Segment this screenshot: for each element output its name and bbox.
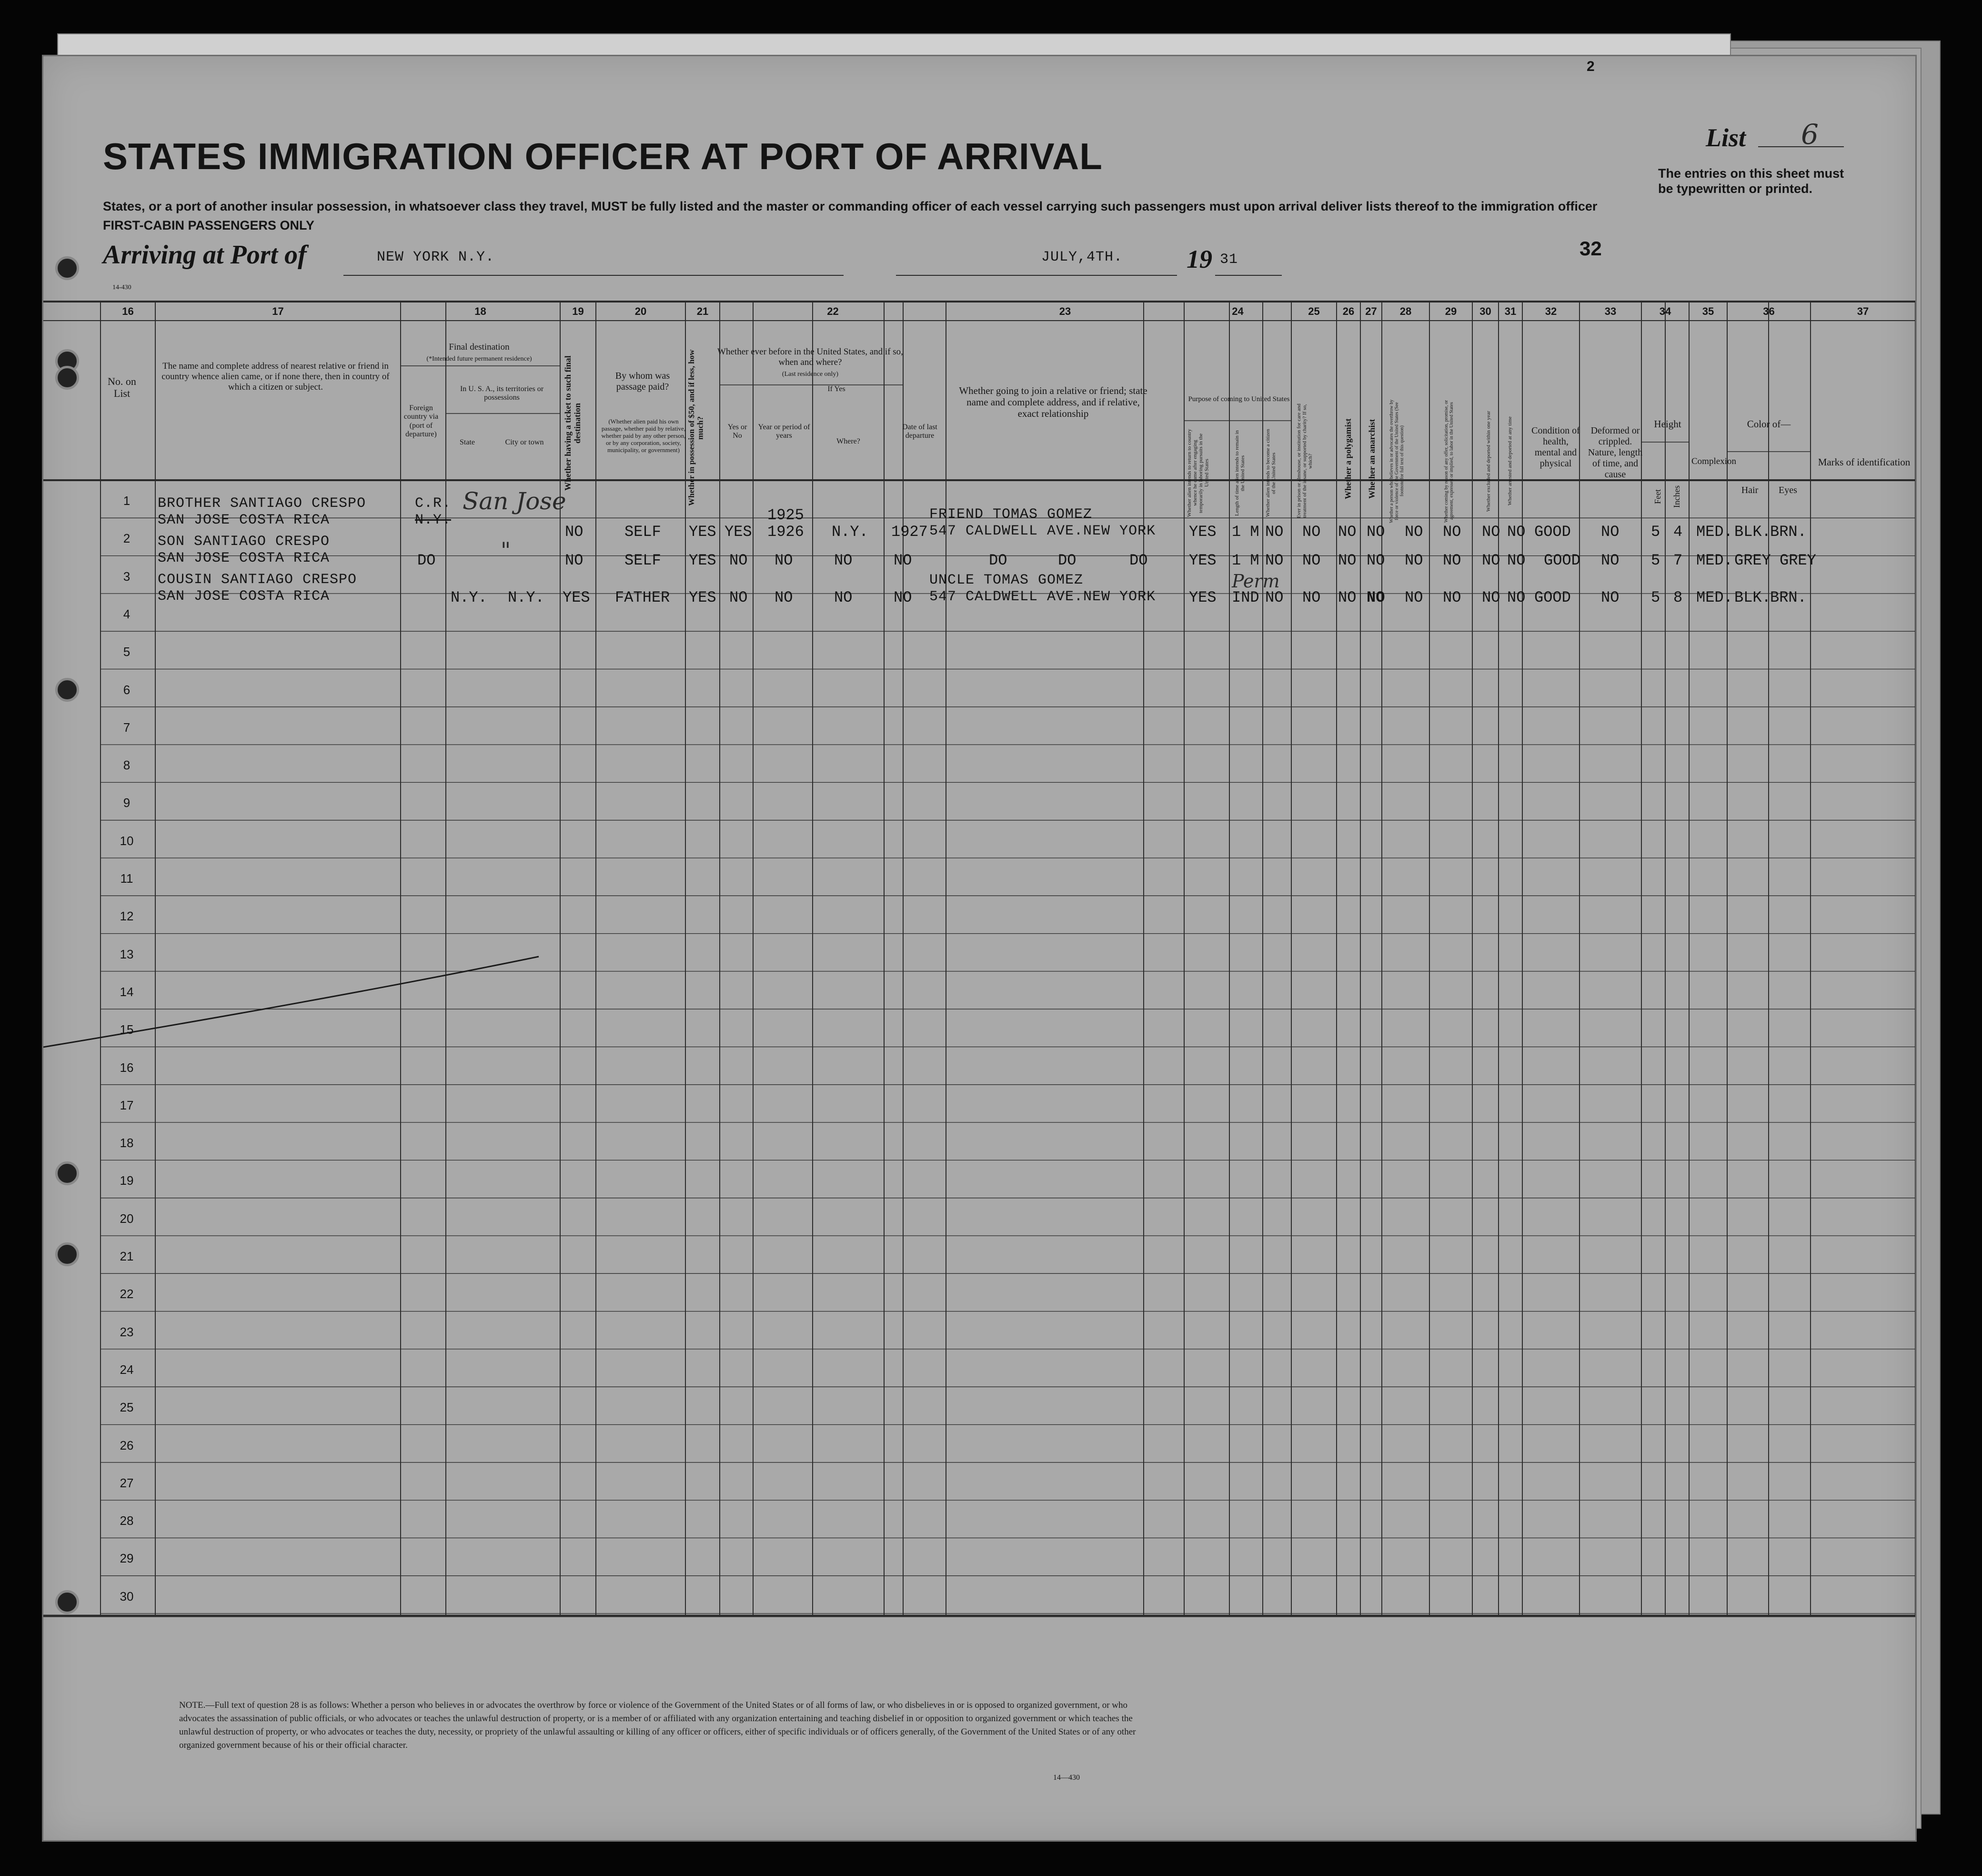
row-number: 1 [123, 494, 131, 508]
row-number: 8 [123, 758, 131, 773]
header-state: State [460, 438, 475, 446]
header-stay-length: Length of time alien intends to remain in the United States [1234, 430, 1246, 516]
ruled-grid [43, 56, 1915, 1840]
citizen-handwritten: Perm [1232, 571, 1280, 592]
header-citizen-intent: Whether alien intends to become a citizen of the United States [1265, 429, 1277, 517]
header-hair: Hair [1741, 485, 1759, 495]
last-departure: NO [894, 589, 912, 606]
eyes: BRN. [1770, 523, 1807, 541]
row-number: 25 [120, 1400, 134, 1415]
header-final-destination: Final destination [449, 342, 510, 352]
has-fifty: YES [689, 589, 716, 606]
years-b: 1926 [767, 523, 804, 541]
relative-line-1: BROTHER SANTIAGO CRESPO [158, 495, 366, 512]
list-label: List [1706, 123, 1746, 152]
where: NO [834, 552, 853, 569]
column-number: 17 [272, 305, 284, 317]
header-final-destination-note: (*Intended future permanent residence) [426, 355, 532, 363]
last-departure: 1927 [891, 523, 928, 541]
row-number: 6 [123, 682, 131, 697]
header-join-relative: Whether going to join a relative or friend; state name and complete address, and if relative, exact relationship [959, 385, 1147, 420]
before-us: NO [729, 552, 748, 569]
binder-hole [55, 1242, 79, 1266]
column-number: 29 [1445, 305, 1457, 317]
footnote-question-28: NOTE.—Full text of question 28 is as follows: Whether a person who believes in or advocates the overthrow by force or violence of the Government of the United States or of all forms of law, or who disbelieves in or is opposed to organized government, or who advocates the assassination of public officials, or who advocates or teaches the unlawful destruction of property, or is a member of or affiliated with any organization entertaining and teaching disbelief in or opposition to organized government or which teaches the unlawful destruction of property, or who advocates or teaches the duty, necessity, or propriety of the unlawful assaulting or killing of any officer or officers, either of specific individuals or of officers generally, of the Government of the United States or of any other organized government because of his or their official character. [179, 1700, 1136, 1750]
column-number: 20 [634, 305, 647, 317]
column-number: 35 [1702, 305, 1714, 317]
health: GOOD [1534, 589, 1571, 606]
list-number: 6 [1801, 118, 1819, 151]
entries-note: The entries on this sheet must be typewritten or printed. [1658, 166, 1844, 196]
height-inches: 7 [1673, 552, 1683, 569]
prison: NO [1302, 589, 1321, 606]
header-before-us: Whether ever before in the United States, and if so, when and where? [717, 347, 903, 367]
stay-length: IND [1232, 589, 1259, 606]
header-contract-labor: Whether coming by reason of any offer, solicitation, promise, or agreement, expressed or implied, to labor in the United States [1444, 400, 1454, 523]
passage-paid: FATHER [615, 589, 670, 606]
row-number: 24 [120, 1362, 134, 1377]
polygamist: NO [1338, 523, 1357, 541]
row-number: 14 [120, 984, 134, 999]
arriving-label: Arriving at Port of [103, 240, 307, 270]
years-a: 1925 [767, 506, 804, 524]
foreign-country: C.R. [415, 495, 452, 512]
column-number: 25 [1308, 305, 1320, 317]
complexion: MED. [1696, 589, 1733, 606]
header-deformed: Deformed or crippled. Nature, length of time, and cause [1588, 425, 1643, 480]
overthrow: NO [1405, 589, 1423, 606]
overthrow: NO [1405, 523, 1423, 541]
year-prefix: 19 [1187, 245, 1212, 273]
header-feet: Feet [1653, 489, 1662, 504]
city-ditto: " [501, 537, 511, 563]
deported: NO [1507, 589, 1526, 606]
prison: NO [1302, 523, 1321, 541]
row-number: 10 [120, 833, 134, 848]
hair: BLK. [1734, 523, 1771, 541]
return-intent: YES [1189, 552, 1217, 569]
row-number: 7 [123, 720, 131, 735]
row-number: 17 [120, 1098, 134, 1112]
header-where: Where? [836, 437, 860, 445]
relative-line-2: SAN JOSE COSTA RICA [158, 550, 330, 566]
header-return-intent: Whether alien intends to return to country whence he came after engaging temporarily in laboring pursuits in the United States [1187, 429, 1210, 517]
complexion: MED. [1696, 552, 1733, 569]
ticket: NO [565, 523, 584, 541]
anarchist: NO [1367, 552, 1385, 569]
passage-paid: SELF [624, 552, 661, 569]
row-number: 15 [120, 1022, 134, 1037]
height-feet: 5 [1651, 523, 1660, 541]
where: N.Y. [832, 523, 868, 541]
column-number: 28 [1399, 305, 1412, 317]
header-eyes: Eyes [1779, 485, 1797, 495]
header-fifty-dollars: Whether in possession of $50, and if less, how much? [687, 349, 705, 506]
prison: NO [1302, 552, 1321, 569]
header-complexion: Complexion [1691, 456, 1736, 466]
complexion: MED. [1696, 523, 1733, 541]
header-height: Height [1654, 418, 1681, 430]
deported: NO [1507, 523, 1526, 541]
header-year-period: Year or period of years [758, 423, 810, 440]
binder-hole [55, 1590, 79, 1614]
row-number: 3 [123, 569, 131, 584]
contract-labor: NO [1443, 552, 1461, 569]
citizen-intent: NO [1265, 523, 1284, 541]
column-number: 24 [1232, 305, 1244, 317]
hair: GREY [1734, 552, 1771, 569]
row-number: 16 [120, 1060, 134, 1075]
has-fifty: YES [689, 552, 716, 569]
row-number: 13 [120, 947, 134, 961]
header-deported: Whether arrested and deported at any time [1507, 416, 1513, 506]
header-marks: Marks of identification [1818, 456, 1911, 468]
excluded: NO [1482, 552, 1500, 569]
state: N.Y. [451, 589, 487, 606]
column-number: 31 [1504, 305, 1517, 317]
return-intent: YES [1189, 589, 1217, 606]
before-us: YES [724, 523, 752, 541]
year-suffix: 31 [1220, 252, 1238, 268]
relative-line-2: SAN JOSE COSTA RICA [158, 512, 330, 528]
anarchist: NO [1367, 589, 1385, 606]
header-ticket: Whether having a ticket to such final destination [563, 355, 582, 491]
row-number: 5 [123, 645, 131, 659]
header-anarchist: Whether an anarchist [1367, 419, 1377, 499]
foreign-country-struck: N.Y. [415, 512, 452, 528]
row-number: 12 [120, 909, 134, 924]
form-code: 14-430 [112, 284, 131, 291]
join-line-2: 547 CALDWELL AVE.NEW YORK [929, 523, 1156, 539]
excluded: NO [1482, 589, 1500, 606]
eyes: BRN. [1770, 589, 1807, 606]
header-city: City or town [505, 438, 544, 446]
deformed: NO [1601, 552, 1620, 569]
binder-hole [55, 678, 79, 702]
deformed: NO [1601, 523, 1620, 541]
citizen-intent: NO [1265, 589, 1284, 606]
hair: BLK. [1734, 589, 1771, 606]
subtitle: States, or a port of another insular possession, in whatsoever class they travel, MUST be fully listed and the master or commanding officer of each vessel carrying such passengers must upon arrival deliver lists thereof to the immigration officer [103, 199, 1598, 213]
header-purpose: Purpose of coming to United States [1188, 395, 1290, 403]
header-usa: In U. S. A., its territories or possessions [460, 385, 544, 402]
ticket: NO [565, 552, 584, 569]
before-us: NO [729, 589, 748, 606]
stay-length: 1 M [1232, 523, 1259, 541]
height-inches: 4 [1673, 523, 1683, 541]
header-relative: The name and complete address of nearest relative or friend in country whence alien came, or if none there, then in country of which a citizen or subject. [161, 361, 390, 392]
row-number: 29 [120, 1551, 134, 1566]
stay-length: 1 M [1232, 552, 1259, 569]
header-health: Condition of health, mental and physical [1531, 425, 1580, 469]
join-line-1: UNCLE TOMAS GOMEZ [929, 572, 1084, 588]
arrival-date: JULY,4TH. [1041, 249, 1123, 265]
join-ditto-2: DO [1058, 552, 1077, 569]
row-number: 18 [120, 1136, 134, 1150]
overthrow: NO [1405, 552, 1423, 569]
relative-line-1: SON SANTIAGO CRESPO [158, 534, 330, 550]
ticket: YES [563, 589, 590, 606]
manifest-sheet [42, 55, 1917, 1842]
return-intent: YES [1189, 523, 1217, 541]
row-number: 30 [120, 1589, 134, 1604]
binder-hole [55, 366, 79, 390]
row-number: 4 [123, 606, 131, 621]
header-polygamist: Whether a polygamist [1343, 418, 1353, 499]
header-no-on-list: No. on List [108, 375, 136, 400]
column-number: 23 [1059, 305, 1071, 317]
column-number: 30 [1479, 305, 1491, 317]
row-number: 28 [120, 1513, 134, 1528]
column-number: 18 [474, 305, 486, 317]
polygamist: NO [1338, 589, 1357, 606]
column-number: 22 [827, 305, 839, 317]
footer-form-code: 14—430 [1053, 1774, 1080, 1782]
binder-hole [55, 1161, 79, 1185]
header-passage-paid: By whom was passage paid? [615, 371, 670, 392]
header-color-of: Color of— [1747, 418, 1791, 430]
last-departure: NO [894, 552, 912, 569]
row-number: 19 [120, 1173, 134, 1188]
header-overthrow: Whether a person who believes in or advocates the overthrow by force or violence of the Government of the United States (See footnote for full text of this question) [1389, 399, 1405, 523]
row-number: 11 [120, 871, 133, 886]
city-handwritten: San Jose [463, 487, 566, 515]
row-number: 27 [120, 1475, 134, 1490]
column-number: 16 [122, 305, 134, 317]
join-line-2: 547 CALDWELL AVE.NEW YORK [929, 589, 1156, 605]
header-yes-or-no: Yes or No [727, 423, 747, 440]
row-number: 23 [120, 1324, 134, 1339]
years: NO [775, 552, 793, 569]
row-number: 21 [120, 1249, 134, 1263]
where: NO [834, 589, 853, 606]
column-number: 21 [696, 305, 709, 317]
citizen-intent: NO [1265, 552, 1284, 569]
height-inches: 8 [1673, 589, 1683, 606]
header-foreign-country: Foreign country via (port of departure) [403, 404, 439, 439]
contract-labor: NO [1443, 589, 1461, 606]
passenger-class: FIRST-CABIN PASSENGERS ONLY [103, 218, 315, 232]
deformed: NO [1601, 589, 1620, 606]
column-number: 33 [1604, 305, 1617, 317]
excluded: NO [1482, 523, 1500, 541]
contract-labor: NO [1443, 523, 1461, 541]
join-line-1: FRIEND TOMAS GOMEZ [929, 506, 1093, 523]
height-feet: 5 [1651, 589, 1660, 606]
page-title: STATES IMMIGRATION OFFICER AT PORT OF ARRIVAL [103, 135, 1103, 177]
column-number: 32 [1545, 305, 1557, 317]
column-number: 26 [1342, 305, 1355, 317]
city: N.Y. [508, 589, 544, 606]
column-number: 36 [1763, 305, 1775, 317]
join-ditto-3: DO [1129, 552, 1148, 569]
height-feet: 5 [1651, 552, 1660, 569]
header-prison: Ever in prison or almshouse, or institution for care and treatment of the insane, or supported by charity? If so, which? [1296, 403, 1314, 519]
has-fifty: YES [689, 523, 716, 541]
sheet-number: 32 [1580, 237, 1602, 260]
column-number: 34 [1659, 305, 1671, 317]
row-number: 2 [123, 531, 131, 546]
header-last-departure: Date of last departure [902, 423, 937, 440]
header-before-us-note: (Last residence only) [782, 371, 839, 378]
health: GOOD [1544, 552, 1580, 569]
page-number: 2 [1587, 59, 1595, 74]
passage-paid: SELF [624, 523, 661, 541]
years: NO [775, 589, 793, 606]
row-number: 26 [120, 1438, 134, 1452]
polygamist: NO [1338, 552, 1357, 569]
header-passage-paid-note: (Whether alien paid his own passage, whether paid by relative, whether paid by any other person, or by any corporation, society, municipality, or government) [601, 418, 686, 454]
binder-hole [55, 256, 79, 280]
column-number: 27 [1365, 305, 1377, 317]
column-number: 37 [1857, 305, 1869, 317]
foreign-country: DO [417, 552, 436, 569]
column-number: 19 [572, 305, 584, 317]
header-if-yes: If Yes [827, 385, 845, 393]
anarchist: NO [1367, 523, 1385, 541]
relative-line-1: COUSIN SANTIAGO CRESPO [158, 572, 357, 588]
health: GOOD [1534, 523, 1571, 541]
deported: NO [1507, 552, 1526, 569]
row-number: 22 [120, 1287, 134, 1301]
relative-line-2: SAN JOSE COSTA RICA [158, 588, 330, 605]
port-name: NEW YORK N.Y. [377, 249, 495, 265]
row-number: 9 [123, 796, 131, 810]
row-number: 20 [120, 1211, 134, 1226]
header-inches: Inches [1672, 485, 1681, 508]
header-excluded: Whether excluded and deported within one year [1486, 411, 1491, 512]
join-ditto-1: DO [989, 552, 1007, 569]
eyes: GREY [1780, 552, 1816, 569]
